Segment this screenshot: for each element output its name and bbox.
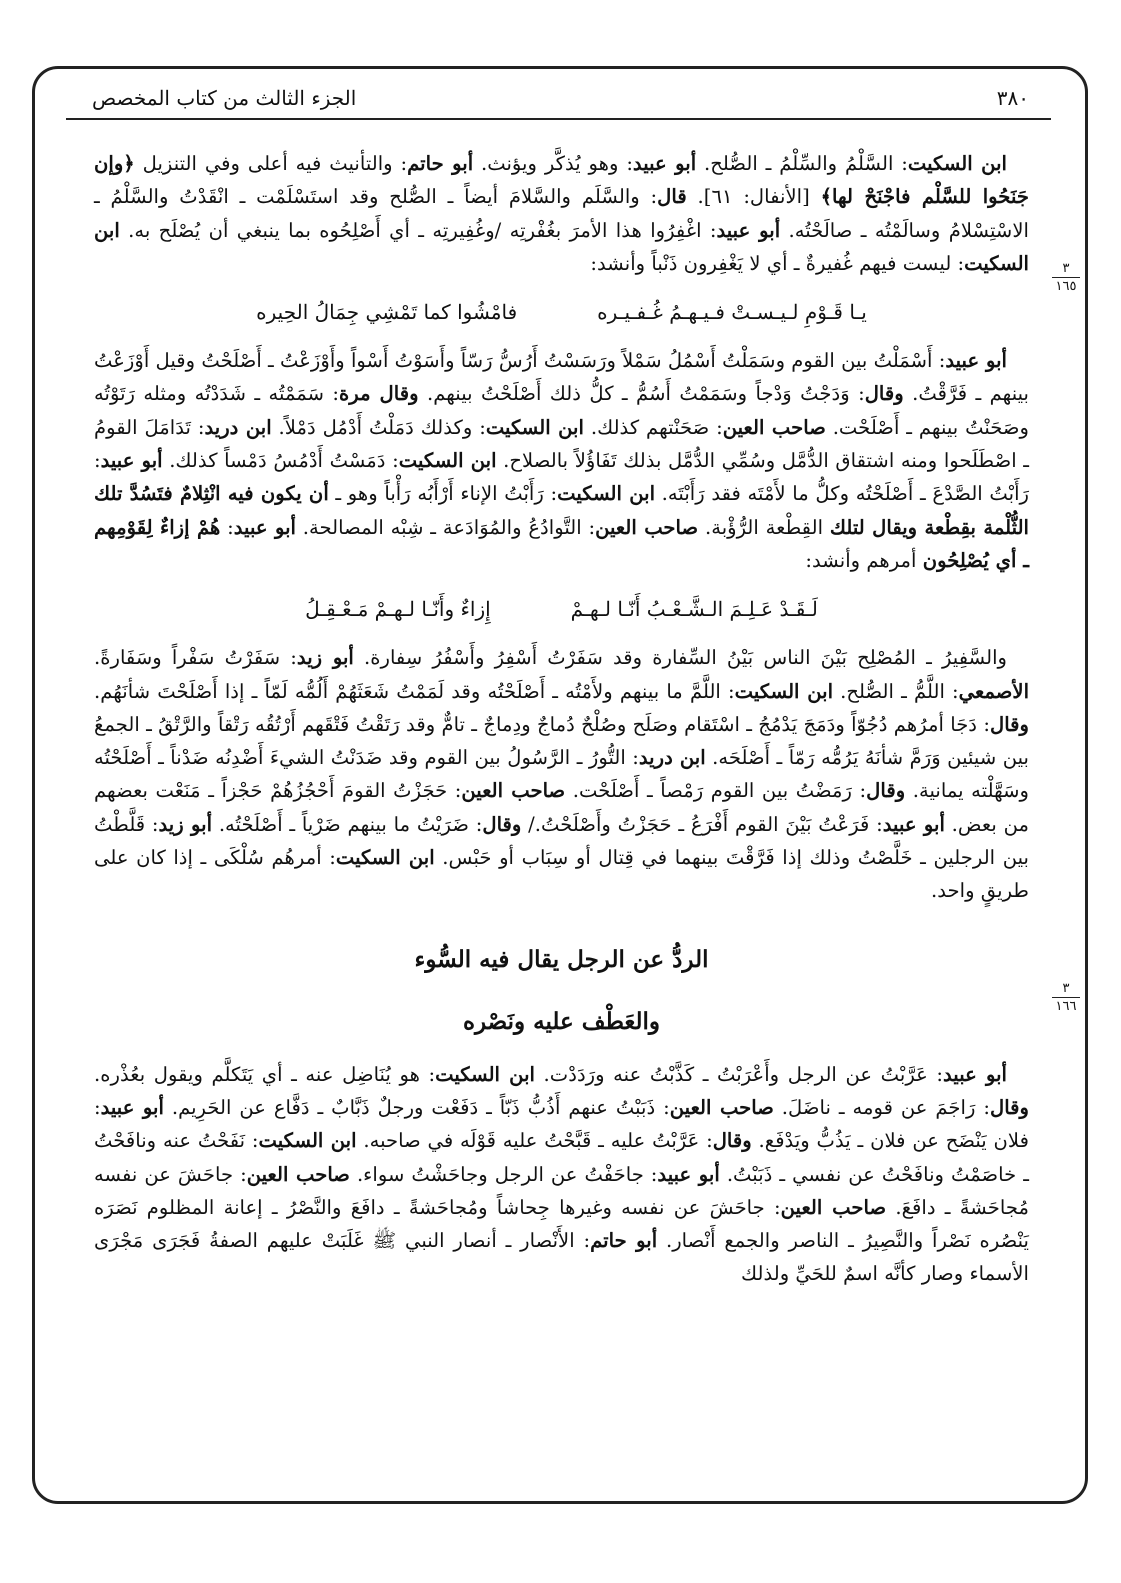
source-name: وقال	[712, 1129, 752, 1153]
text-run: : السَّلْمُ والسِّلْمُ ـ الصُّلح.	[696, 152, 908, 175]
source-name: أبو عبيد	[100, 449, 163, 473]
verse-hemistich: إِزاءٌ وأَنّـا لـهـمْ مَـعْـقِـلُ	[305, 596, 491, 621]
margin-ref-page: ١٦٥	[1055, 279, 1077, 294]
source-name: أبو حاتم	[590, 1229, 658, 1253]
source-name: صاحب العين	[722, 415, 826, 439]
text-run: : تَدَامَلَ القومُ ـ اصْطَلَحوا ومنه اشتقاق الدُّمَّل وسُمِّي الدُّمَّل بذلك تَفَاؤُلاً بالصلاح.	[94, 415, 1029, 473]
text-run: : اللَّمَّ ما بينهم ولأَمْتُه ـ أَصْلَحْتُه وقد لَمَمْتُ شَعَثَهُمْ أَلُمُّه لَمّاً ـ إذا أَصْلَحْتَ شأنَهُم.	[94, 679, 735, 703]
text-run: : اللَّمُّ ـ الصُّلح.	[833, 679, 959, 703]
source-name: ابن السكيت	[734, 679, 834, 703]
text-run: : عَرَّبْتُ عن الرجل وأَعْرَبْتُ ـ كَذَّبْتُ عنه ورَدَدْت.	[534, 1062, 943, 1086]
source-name: أبو عبيد	[657, 1162, 720, 1186]
text-run: : فَرَعْتُ بَيْنَ القوم أَفْرَعُ ـ حَجَزْتُ وأَصْلَحْتُ./	[521, 812, 883, 836]
text-run: : جاحَشَ عن نفسه وغيرها جِحاشاً ومُجاحَشةً ـ دافَعَ والنَّصْرُ ـ إعانة المظلوم نَصَرَه يَنْصُره نَصْراً والنَّصِيرُ ـ الناصر والجمع أَنْصار.	[94, 1195, 1029, 1253]
text-run: : نَفَحْتُ عنه ونافَحْتُ ـ خاصَمْتُ ونافَحْتُ عن نفسي ـ ذَبَبْتُ.	[94, 1129, 1029, 1186]
margin-ref-page: ١٦٦	[1055, 999, 1077, 1014]
text-run: : رَأَبْتُ الصَّدْعَ ـ أَصْلَحْتُه وكلُّ ما لأَمْتَه فقد رَأَبْتَه.	[94, 449, 1030, 506]
paragraph	[94, 1058, 1029, 1291]
source-name: صاحب العين	[669, 1095, 774, 1119]
text-run: : جاحَشَ عن نفسه مُجاحَشةً ـ دافَعَ.	[94, 1162, 1030, 1219]
source-name: وقال	[482, 812, 522, 836]
source-name: أبو عبيد	[100, 1095, 164, 1119]
paragraph	[94, 147, 1029, 280]
source-name: وقال مرة	[339, 382, 419, 406]
text-run: : عَرَّبْتُ عليه ـ قَبَّحْتُ عليه قَوْلَه في صاحبه.	[356, 1129, 713, 1153]
source-name: أبو عبيد	[233, 515, 296, 539]
source-name: ابن السكيت	[398, 449, 497, 473]
source-name: ابن دريد	[204, 415, 272, 439]
source-name: أبو عبيد	[943, 1062, 1007, 1086]
source-name: أن يكون فيه انْثِلامٌ فتَسُدَّ تلك الثُّلْمة بقِطْعة ويقال لتلك	[94, 482, 1029, 539]
text-run: : فلان يَنْضَح عن فلان ـ يَذُبُّ ويَدْفَع.	[94, 1095, 1029, 1153]
text-run: : والسَّلَم والسَّلامَ أيضاً ـ الصُّلح وقد استَسْلَمْت ـ انْقَدْتُ والسَّلْمُ ـ الاسْتِسْلامُ وسالَمْتُه ـ صالَحْتُه.	[94, 185, 1029, 242]
text-run: : رَأَبْتُ الإناء أَرْأَبُه رَأْباً وهو ـ	[328, 482, 558, 506]
source-name: وقال	[989, 1095, 1029, 1119]
text-run: : رَمَضْتُ بين القوم رَمْصاً ـ أَصْلَحْت.	[565, 779, 867, 803]
source-name: أبو عبيد	[632, 152, 697, 175]
source-name: ﴿وإن جَنَحُوا للسَّلْم فاجْنَحْ لها﴾	[94, 152, 1029, 209]
verse	[94, 577, 1029, 641]
text-run: : الأَنْصار ـ أنصار النبي ﷺ غَلَبَتْ عليهم الصفةُ فَجَرَى مَجْرَى الأسماء وصار كأنَّه اسمٌ للحَيِّ ولذلك	[94, 1229, 1029, 1286]
text-run: أمرهم وأنشد:	[805, 548, 923, 572]
text-run: : دَجَا أمرُهم دُجُوّاً ودَمَجَ يَدْمُجُ ـ اسْتَقام وصَلَح وصُلْحٌ دُماجٌ ودِماجٌ ـ تامٌّ وقد رَتَقْتُ فَتْقَهم أَرْتُقُه رَتْقاً والرَّتْقُ ـ الجمعُ بين شيئين وَرَمَّ شأنَهُ يَرُمُّه رَمّاً ـ أَصْلَحَه.	[94, 712, 1030, 770]
margin-reference	[1052, 262, 1080, 293]
running-title: الجزء الثالث من كتاب المخصص	[92, 86, 357, 110]
verse	[94, 280, 1029, 344]
text-run: : وَدَجْتُ وَدْجاً وسَمَمْتُ أَسُمُّ ـ كلُّ ذلك أَصْلَحْتُ بينهم.	[418, 382, 865, 406]
text-run: : رَاجَمَ عن قومه ـ ناضَلَ.	[773, 1095, 990, 1119]
paragraph	[94, 344, 1029, 577]
text-run: : سَمَمْتُه ـ شَدَدْتُه ومثله رَتَوْتُه وصَحَنْتُ بينهم ـ أَصْلَحْت.	[94, 382, 1030, 439]
text-run: : التَّوادُعُ والمُوَادَعة ـ شِبْه المصالحة.	[295, 515, 596, 539]
source-name: صاحب العين	[780, 1195, 887, 1219]
source-name: وقال	[866, 779, 906, 803]
source-name: هُمْ إزاءٌ لِقَوْمِهم ـ أي يُصْلِحُون	[94, 515, 1029, 572]
source-name: صاحب العين	[246, 1162, 350, 1186]
source-name: أبو زيد	[158, 812, 213, 836]
text-run: : صَحَنْتهم كذلك.	[583, 415, 723, 439]
verse-hemistich: فامْشُوا كما تَمْشِي جِمَالُ الحِيره	[256, 299, 518, 324]
text-run: : ذَبَبْتُ عنهم أَذُبُّ ذَبّاً ـ دَفَعْت ورجلٌ ذَبَّابٌ ـ دَفَّاع عن الحَرِيم.	[163, 1095, 670, 1119]
source-name: الأصمعي	[958, 679, 1030, 703]
text-run: : حَجَزْتُ القومَ أَحْجُزُهُمْ حَجْزاً ـ مَنَعْت بعضهم من بعض.	[94, 779, 1029, 836]
paragraph	[94, 641, 1029, 907]
source-name: وقال	[989, 712, 1029, 736]
source-name: ابن السكيت	[258, 1129, 357, 1153]
source-name: ابن السكيت	[435, 1062, 535, 1086]
text-run: : سَفَرْتُ سَفْراً وسَفَارةً.	[94, 646, 297, 670]
source-name: ابن السكيت	[485, 415, 584, 439]
text-run: : جاحَفْتُ عن الرجل وجاحَشْتُ سواء.	[349, 1162, 658, 1186]
text-run: : التُّورُ ـ الرَّسُولُ بين القوم وقد ضَدَنْتُ الشيءَ أَضْدِنُه ضَدْناً ـ أَصْلَحْتُه وسَهَّلْته يمانية.	[94, 746, 1029, 803]
margin-ref-volume: ٣	[1052, 982, 1080, 998]
verse-hemistich: لَـقَـدْ عَـلِـمَ الـشَّـعْـبُ أَنّـا لـهـمْ	[570, 596, 818, 621]
text-run: القِطْعة الرُّؤْبة.	[698, 515, 830, 539]
margin-reference	[1052, 982, 1080, 1013]
text-run: : ليست فيهم غُفيرةٌ ـ أي لا يَغْفِرون ذَنْباً وأنشد:	[590, 251, 965, 275]
text-run: :	[220, 515, 234, 539]
source-name: أبو عبيد	[716, 218, 781, 242]
text-run: : ضَرَيْتُ ما بينهم ضَرْياً ـ أَصْلَحْتُه.	[212, 812, 483, 836]
text-run: : أَسْمَلْتُ بين القوم وسَمَلْتُ أَسْمُلُ سَمْلاً ورَسَسْتُ أَرُسُّ رَسّاً وأَسَوْتُ أَسْواً وأَوْزَعْتُ ـ أَصْلَحْتُ وقيل أَوْزَعْتُ بينهم ـ فَرَّقْتُ.	[94, 349, 1029, 406]
text-run: : وكذلك دَمَلْتُ أَدْمُل دَمْلاً.	[271, 415, 486, 439]
source-name: وقال	[864, 382, 904, 406]
source-name: ابن السكيت	[557, 482, 656, 506]
header-rule	[66, 118, 1051, 120]
text-run: : والتأنيث فيه أعلى وفي التنزيل	[134, 152, 408, 175]
margin-ref-volume: ٣	[1052, 262, 1080, 278]
source-name: أبو عبيد	[945, 349, 1007, 373]
source-name: أبو عبيد	[882, 812, 945, 836]
page-body	[94, 147, 1029, 1291]
text-run: [الأنفال: ٦١].	[686, 185, 821, 209]
text-run: : أمرهُم سُلْكَى ـ إذا كان على طريقٍ واحد.	[94, 846, 1029, 903]
source-name: ابن السكيت	[335, 846, 435, 870]
source-name: ابن السكيت	[907, 152, 1007, 175]
section-subheading: والعَطْف عليه ونَصْره	[462, 1007, 661, 1035]
page-number: ٣٨٠	[996, 86, 1029, 110]
source-name: صاحب العين	[461, 779, 566, 803]
text-run: : قَلَّطْتُ بين الرجلين ـ خَلَّصْتُ وذلك إذا فَرَّقْتَ بينهما في قِتال أو سِبَاب أو حَبْس.	[94, 812, 1029, 870]
source-name: قال	[657, 185, 687, 209]
text-run: : وهو يُذكَّر ويؤنث.	[473, 152, 633, 175]
text-run: : دَمَسْتُ أَدْمُسُ دَمْساً كذلك.	[162, 449, 399, 473]
source-name: أبو زيد	[296, 646, 354, 670]
text-run: : هو يُنَاضِل عنه ـ أي يَتَكلَّم ويقول بعُذْره.	[94, 1062, 436, 1086]
source-name: أبو حاتم	[407, 152, 474, 175]
source-name: صاحب العين	[595, 515, 699, 539]
text-run: والسَّفِيرُ ـ المُصْلِح بَيْنَ الناس بَيْنُ السِّفارة وقد سَفَرْتُ أَسْفِرُ وأَسْفُرُ سِفارة.	[353, 646, 1007, 670]
verse-hemistich: يـا قَـوْمِ لـيـسـتْ فـيـهـمُ غُـفـيـره	[597, 299, 867, 324]
section-heading: الردُّ عن الرجل يقال فيه السُّوء	[414, 945, 709, 973]
text-run: : اغْفِرُوا هذا الأمرَ بغُفْرتِه /وغُفِيرتِه ـ أي أَصْلِحُوه بما ينبغي أن يُصْلَح به.	[119, 218, 717, 242]
source-name: ابن السكيت	[94, 218, 1029, 275]
source-name: ابن دريد	[638, 746, 706, 770]
